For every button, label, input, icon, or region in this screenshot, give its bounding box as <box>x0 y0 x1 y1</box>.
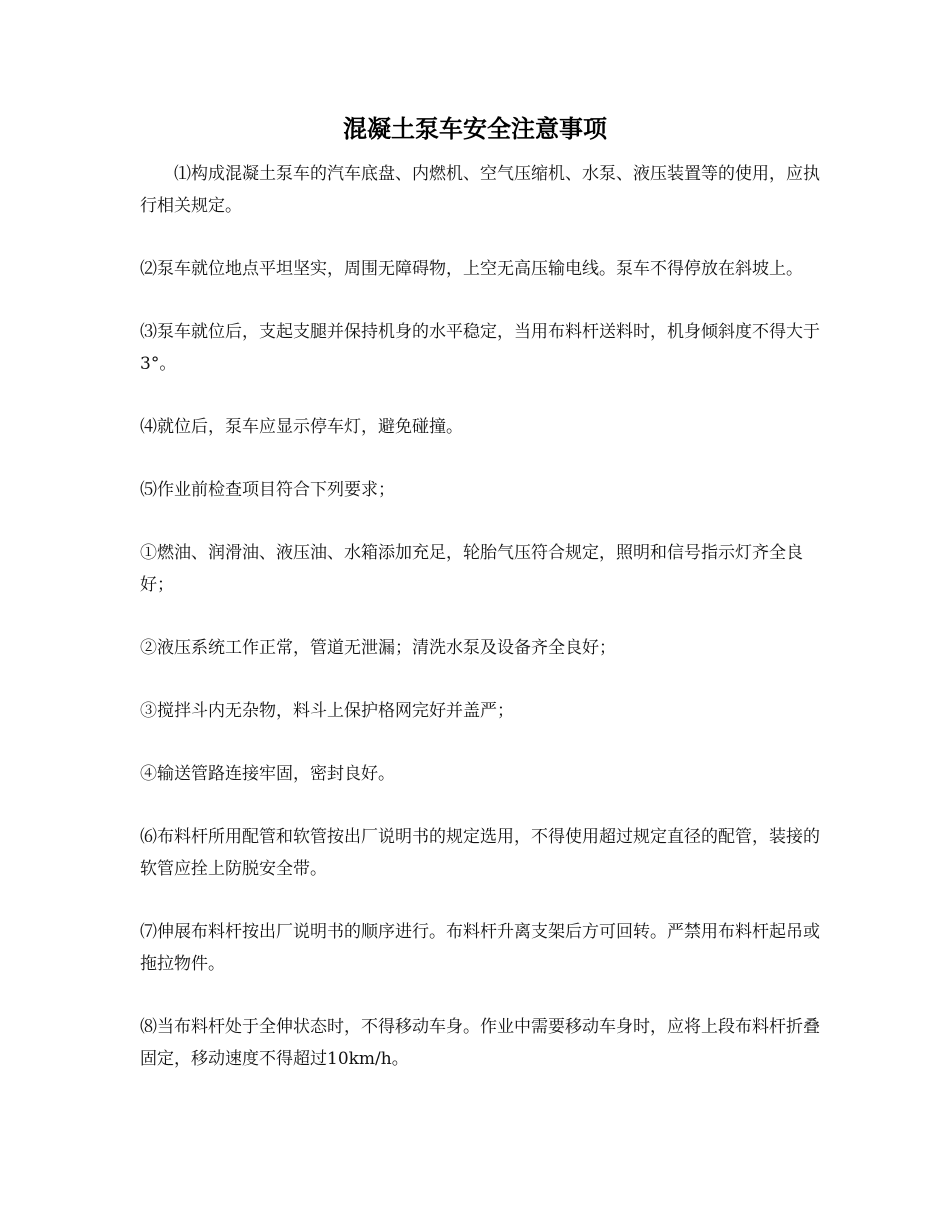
list-item-2: ②液压系统工作正常，管道无泄漏；清洗水泵及设备齐全良好； <box>140 638 616 658</box>
list-item-4: ④输送管路连接牢固，密封良好。 <box>140 764 395 784</box>
paragraph-spacer <box>140 506 820 537</box>
paragraph-spacer <box>140 222 820 253</box>
paragraph-2: ⑵泵车就位地点平坦坚实，周围无障碍物，上空无高压输电线。泵车不得停放在斜坡上。 <box>140 259 803 279</box>
paragraph-spacer <box>140 285 820 316</box>
paragraph-spacer <box>140 380 820 411</box>
paragraph-8: ⑻当布料杆处于全伸状态时，不得移动车身。作业中需要移动车身时，应将上段布料杆折叠固定，移动速度不得超过10km/h。 <box>140 1017 820 1069</box>
paragraph-5: ⑸作业前检查项目符合下列要求； <box>140 480 395 500</box>
paragraph-7: ⑺伸展布料杆按出厂说明书的顺序进行。布料杆升离支架后方可回转。严禁用布料杆起吊或拖拉物件。 <box>140 922 820 974</box>
document-body <box>140 158 820 1075</box>
list-item-3: ③搅拌斗内无杂物，料斗上保护格网完好并盖严； <box>140 701 514 721</box>
paragraph-4: ⑷就位后，泵车应显示停车灯，避免碰撞。 <box>140 417 463 437</box>
list-item-1: ①燃油、润滑油、液压油、水箱添加充足，轮胎气压符合规定，照明和信号指示灯齐全良好； <box>140 543 803 595</box>
paragraph-6: ⑹布料杆所用配管和软管按出厂说明书的规定选用，不得使用超过规定直径的配管，装接的软管应拴上防脱安全带。 <box>140 827 820 879</box>
paragraph-spacer <box>140 443 820 474</box>
paragraph-spacer <box>140 601 820 632</box>
paragraph-spacer <box>140 727 820 758</box>
paragraph-spacer <box>140 885 820 916</box>
paragraph-spacer <box>140 790 820 821</box>
paragraph-1: ⑴构成混凝土泵车的汽车底盘、内燃机、空气压缩机、水泵、液压装置等的使用，应执行相关规定。 <box>140 164 820 216</box>
paragraph-3: ⑶泵车就位后，支起支腿并保持机身的水平稳定，当用布料杆送料时，机身倾斜度不得大于3°。 <box>140 322 820 374</box>
paragraph-spacer <box>140 664 820 695</box>
paragraph-spacer <box>140 980 820 1011</box>
document-title: 混凝土泵车安全注意事项 <box>343 114 607 143</box>
